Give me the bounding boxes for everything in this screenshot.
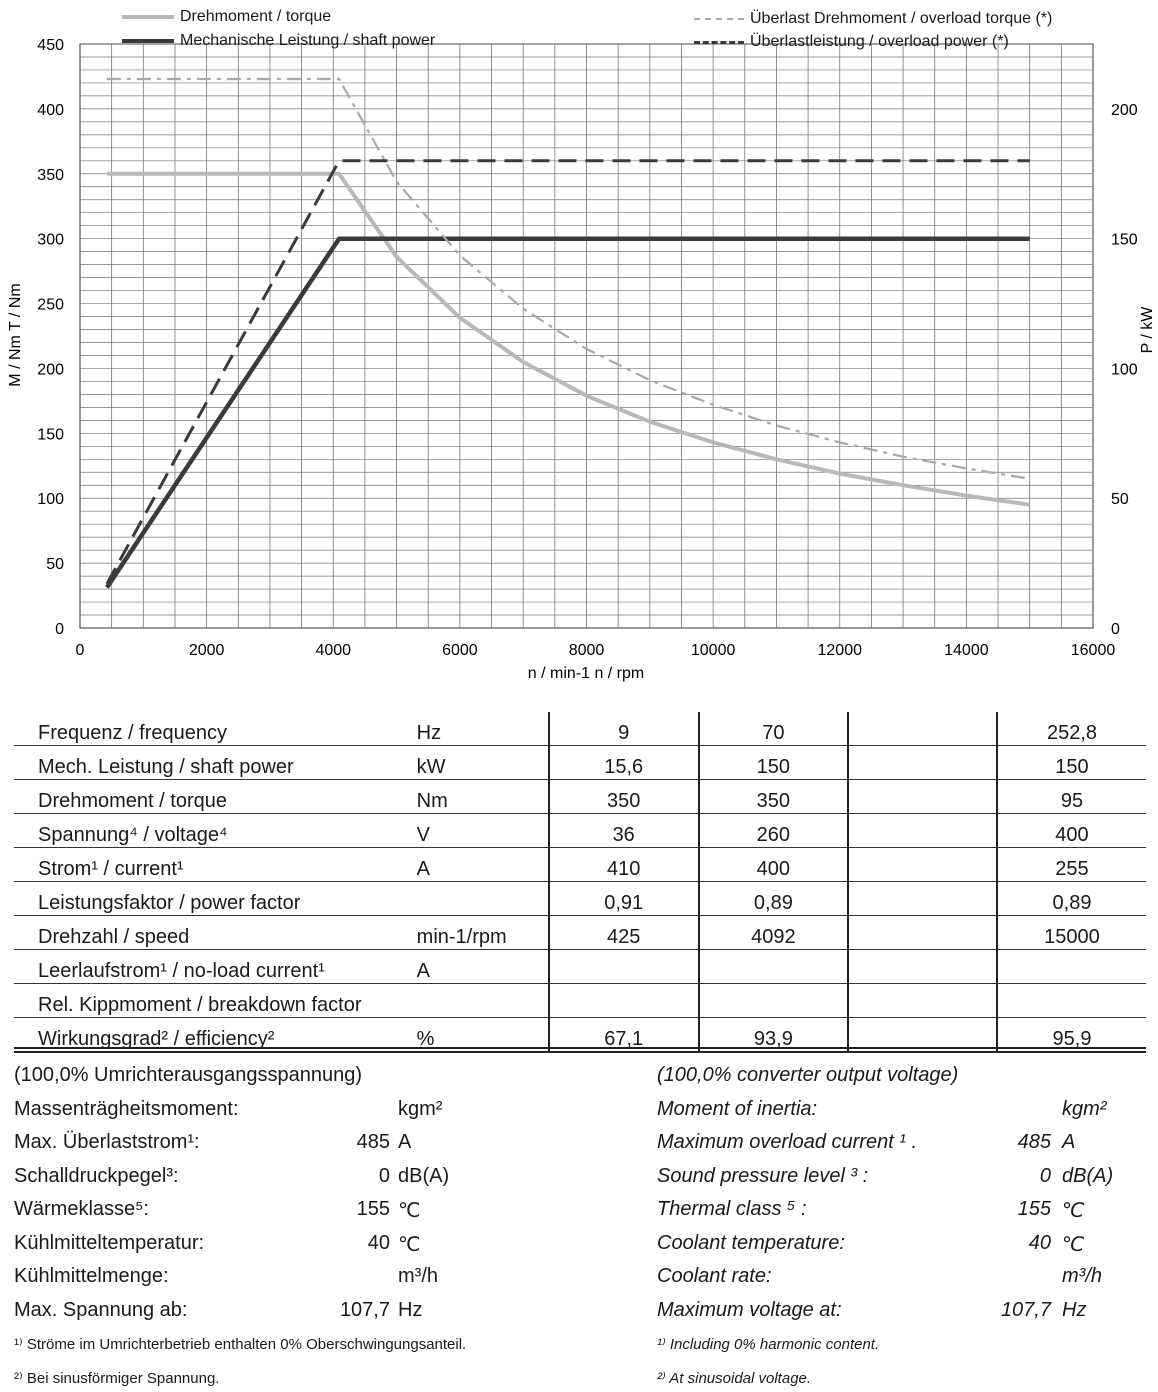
row-value bbox=[848, 712, 997, 746]
y-left-tick-label: 250 bbox=[37, 296, 64, 314]
y-right-tick-label: 100 bbox=[1111, 361, 1138, 379]
row-value bbox=[997, 984, 1146, 1018]
series-line-0 bbox=[107, 174, 1030, 505]
info-unit: kgm² bbox=[398, 1097, 443, 1120]
row-value: 4092 bbox=[699, 916, 849, 950]
row-value: 95 bbox=[997, 780, 1146, 814]
info-label: Kühlmitteltemperatur: bbox=[14, 1231, 205, 1254]
info-label: Moment of inertia: bbox=[657, 1097, 818, 1120]
row-label: Leerlaufstrom¹ / no-load current¹ bbox=[38, 960, 325, 982]
row-label: Strom¹ / current¹ bbox=[38, 858, 184, 880]
legend-label-overload-torque: Überlast Drehmoment / overload torque (*) bbox=[750, 10, 1053, 27]
row-value bbox=[848, 984, 997, 1018]
row-value: 260 bbox=[699, 814, 849, 848]
table-double-rule-2 bbox=[14, 1051, 1146, 1053]
x-tick-label: 4000 bbox=[315, 642, 352, 659]
legend-overload-power bbox=[694, 33, 1009, 51]
table-row bbox=[14, 746, 1146, 780]
x-tick-label: 6000 bbox=[442, 642, 478, 659]
y-left-axis-label: M / Nm T / Nm bbox=[7, 283, 24, 387]
y-left-tick-label: 350 bbox=[37, 166, 64, 184]
info-label: Schalldruckpegel³: bbox=[14, 1164, 179, 1187]
info-unit: ℃ bbox=[1062, 1233, 1085, 1256]
info-label: Coolant rate: bbox=[657, 1265, 772, 1287]
y-right-axis-ticks bbox=[1111, 102, 1138, 638]
row-unit: kW bbox=[416, 756, 446, 778]
table-row bbox=[14, 984, 1146, 1018]
y-right-tick-label: 200 bbox=[1111, 101, 1138, 119]
table-row bbox=[14, 712, 1146, 746]
info-unit: ℃ bbox=[398, 1200, 421, 1222]
info-header: (100,0% Umrichterausgangsspannung) bbox=[14, 1064, 362, 1086]
x-tick-label: 10000 bbox=[690, 642, 736, 659]
table-double-rule bbox=[14, 1047, 1146, 1049]
table-row bbox=[14, 950, 1146, 984]
row-label: Frequenz / frequency bbox=[38, 722, 227, 744]
footnote: ¹⁾ Including 0% harmonic content. bbox=[657, 1336, 880, 1353]
row-label: Mech. Leistung / shaft power bbox=[38, 756, 294, 778]
row-value: 15,6 bbox=[549, 746, 699, 780]
info-label: Massenträgheitsmoment: bbox=[14, 1097, 239, 1120]
row-value: 350 bbox=[699, 780, 849, 814]
info-label: Thermal class ⁵ : bbox=[657, 1198, 807, 1220]
row-value: 150 bbox=[997, 746, 1146, 780]
x-tick-label: 14000 bbox=[944, 642, 989, 659]
y-left-tick-label: 0 bbox=[55, 621, 64, 638]
legend-label-torque: Drehmoment / torque bbox=[180, 8, 332, 25]
chart-grid bbox=[80, 44, 1093, 628]
row-value: 350 bbox=[549, 780, 699, 814]
y-left-tick-label: 200 bbox=[37, 361, 64, 379]
info-unit: A bbox=[1062, 1131, 1076, 1153]
row-value bbox=[848, 848, 997, 882]
x-tick-label: 8000 bbox=[568, 642, 605, 659]
row-unit bbox=[417, 882, 549, 916]
series-line-2 bbox=[107, 79, 1030, 479]
info-unit: dB(A) bbox=[398, 1164, 450, 1187]
info-value: 155 bbox=[356, 1198, 390, 1220]
row-unit: % bbox=[416, 1028, 435, 1050]
legend-swatch-shaft-power bbox=[122, 39, 174, 43]
info-value: 40 bbox=[367, 1231, 390, 1254]
row-value: 0,89 bbox=[699, 882, 849, 916]
info-value: 0 bbox=[1039, 1164, 1051, 1187]
legend-shaft-power bbox=[122, 32, 435, 50]
row-value: 15000 bbox=[997, 916, 1146, 950]
footnote: ²⁾ Bei sinusförmiger Spannung. bbox=[14, 1370, 220, 1387]
x-tick-label: 0 bbox=[75, 642, 85, 659]
row-label: Spannung⁴ / voltage⁴ bbox=[38, 824, 228, 846]
info-label: Max. Überlaststrom¹: bbox=[14, 1131, 200, 1153]
y-left-tick-label: 300 bbox=[37, 231, 64, 249]
row-value bbox=[549, 950, 699, 984]
info-value: 485 bbox=[356, 1131, 390, 1153]
row-value bbox=[848, 746, 997, 780]
info-label: Maximum overload current ¹ . bbox=[657, 1131, 918, 1153]
y-left-tick-label: 400 bbox=[37, 101, 64, 119]
row-value: 93,9 bbox=[699, 1018, 849, 1052]
series-line-1 bbox=[107, 239, 1030, 588]
row-label: Rel. Kippmoment / breakdown factor bbox=[38, 994, 362, 1016]
row-value bbox=[848, 950, 997, 984]
row-unit: A bbox=[416, 858, 430, 880]
row-value bbox=[699, 950, 849, 984]
legend-swatch-overload-power bbox=[694, 41, 744, 44]
y-left-tick-label: 100 bbox=[37, 491, 64, 509]
info-unit: Hz bbox=[398, 1298, 423, 1321]
info-label: Sound pressure level ³ : bbox=[657, 1164, 869, 1187]
y-left-tick-label: 150 bbox=[37, 426, 64, 444]
torque-power-chart bbox=[0, 0, 1158, 690]
row-value: 36 bbox=[549, 814, 699, 848]
table-row bbox=[14, 848, 1146, 882]
legend-overload-torque bbox=[694, 10, 1052, 28]
info-unit: ℃ bbox=[1062, 1200, 1085, 1222]
info-value: 485 bbox=[1017, 1131, 1051, 1153]
row-label: Wirkungsgrad² / efficiency² bbox=[38, 1028, 275, 1050]
row-value bbox=[848, 882, 997, 916]
row-value: 400 bbox=[997, 814, 1146, 848]
row-value: 67,1 bbox=[549, 1018, 699, 1052]
info-value: 0 bbox=[378, 1164, 390, 1187]
row-unit: V bbox=[416, 824, 430, 846]
info-label: Kühlmittelmenge: bbox=[14, 1265, 169, 1287]
legend-swatch-torque bbox=[122, 15, 174, 19]
row-value: 400 bbox=[699, 848, 849, 882]
row-value: 0,89 bbox=[997, 882, 1146, 916]
row-label: Drehzahl / speed bbox=[38, 926, 190, 948]
y-right-tick-label: 0 bbox=[1111, 621, 1120, 638]
row-value bbox=[848, 916, 997, 950]
footnote: ¹⁾ Ströme im Umrichterbetrieb enthalten 0% Oberschwingungsanteil. bbox=[14, 1336, 467, 1353]
info-label: Maximum voltage at: bbox=[657, 1298, 842, 1321]
table-row bbox=[14, 882, 1146, 916]
info-unit: m³/h bbox=[1062, 1265, 1102, 1287]
legend-swatch-overload-torque bbox=[694, 18, 744, 20]
x-axis-ticks bbox=[76, 642, 1116, 659]
info-value: 107,7 bbox=[1000, 1298, 1051, 1321]
info-label: Max. Spannung ab: bbox=[14, 1298, 188, 1321]
footnote: ²⁾ At sinusoidal voltage. bbox=[657, 1370, 812, 1387]
info-unit: Hz bbox=[1062, 1298, 1087, 1321]
info-unit: ℃ bbox=[398, 1233, 421, 1256]
row-value bbox=[997, 950, 1146, 984]
row-value: 95,9 bbox=[997, 1018, 1146, 1052]
legend-label-shaft-power: Mechanische Leistung / shaft power bbox=[180, 32, 436, 49]
y-left-tick-label: 50 bbox=[46, 556, 64, 574]
row-value: 150 bbox=[699, 746, 849, 780]
info-unit: kgm² bbox=[1062, 1097, 1107, 1120]
row-value: 410 bbox=[549, 848, 699, 882]
row-label: Drehmoment / torque bbox=[38, 790, 227, 812]
x-tick-label: 16000 bbox=[1070, 642, 1116, 659]
legend-torque bbox=[122, 8, 331, 26]
row-value bbox=[549, 984, 699, 1018]
row-unit: Nm bbox=[416, 790, 448, 812]
row-value: 9 bbox=[549, 712, 699, 746]
row-value: 70 bbox=[699, 712, 849, 746]
y-right-tick-label: 150 bbox=[1111, 231, 1138, 249]
x-tick-label: 12000 bbox=[817, 642, 862, 659]
x-tick-label: 2000 bbox=[188, 642, 225, 659]
info-label: Coolant temperature: bbox=[657, 1231, 845, 1254]
legend-label-overload-power: Überlastleistung / overload power (*) bbox=[750, 33, 1009, 50]
row-value: 255 bbox=[997, 848, 1146, 882]
info-header: (100,0% converter output voltage) bbox=[657, 1064, 959, 1086]
info-unit: m³/h bbox=[398, 1265, 438, 1287]
info-unit: dB(A) bbox=[1062, 1164, 1114, 1187]
y-right-axis-label: P / kW bbox=[1139, 306, 1156, 354]
row-value: 252,8 bbox=[997, 712, 1146, 746]
info-value: 40 bbox=[1028, 1231, 1051, 1254]
row-value bbox=[848, 780, 997, 814]
y-left-tick-label: 450 bbox=[37, 37, 64, 54]
table-row bbox=[14, 780, 1146, 814]
info-unit: A bbox=[398, 1131, 412, 1153]
y-right-tick-label: 50 bbox=[1111, 491, 1129, 509]
info-label: Wärmeklasse⁵: bbox=[14, 1198, 149, 1220]
row-unit: min-1/rpm bbox=[416, 926, 507, 948]
spec-table bbox=[14, 712, 1146, 1052]
row-unit bbox=[417, 984, 549, 1018]
series-line-3 bbox=[107, 161, 1030, 584]
row-value bbox=[699, 984, 849, 1018]
x-axis-label: n / min-1 n / rpm bbox=[527, 665, 645, 682]
row-label: Leistungsfaktor / power factor bbox=[38, 892, 301, 914]
table-row bbox=[14, 814, 1146, 848]
table-row bbox=[14, 916, 1146, 950]
row-value bbox=[848, 814, 997, 848]
info-value: 155 bbox=[1017, 1198, 1051, 1220]
row-unit: Hz bbox=[416, 722, 442, 744]
y-left-axis-ticks bbox=[37, 37, 64, 638]
row-value: 0,91 bbox=[549, 882, 699, 916]
row-value: 425 bbox=[549, 916, 699, 950]
row-unit: A bbox=[416, 960, 430, 982]
info-value: 107,7 bbox=[339, 1298, 390, 1321]
